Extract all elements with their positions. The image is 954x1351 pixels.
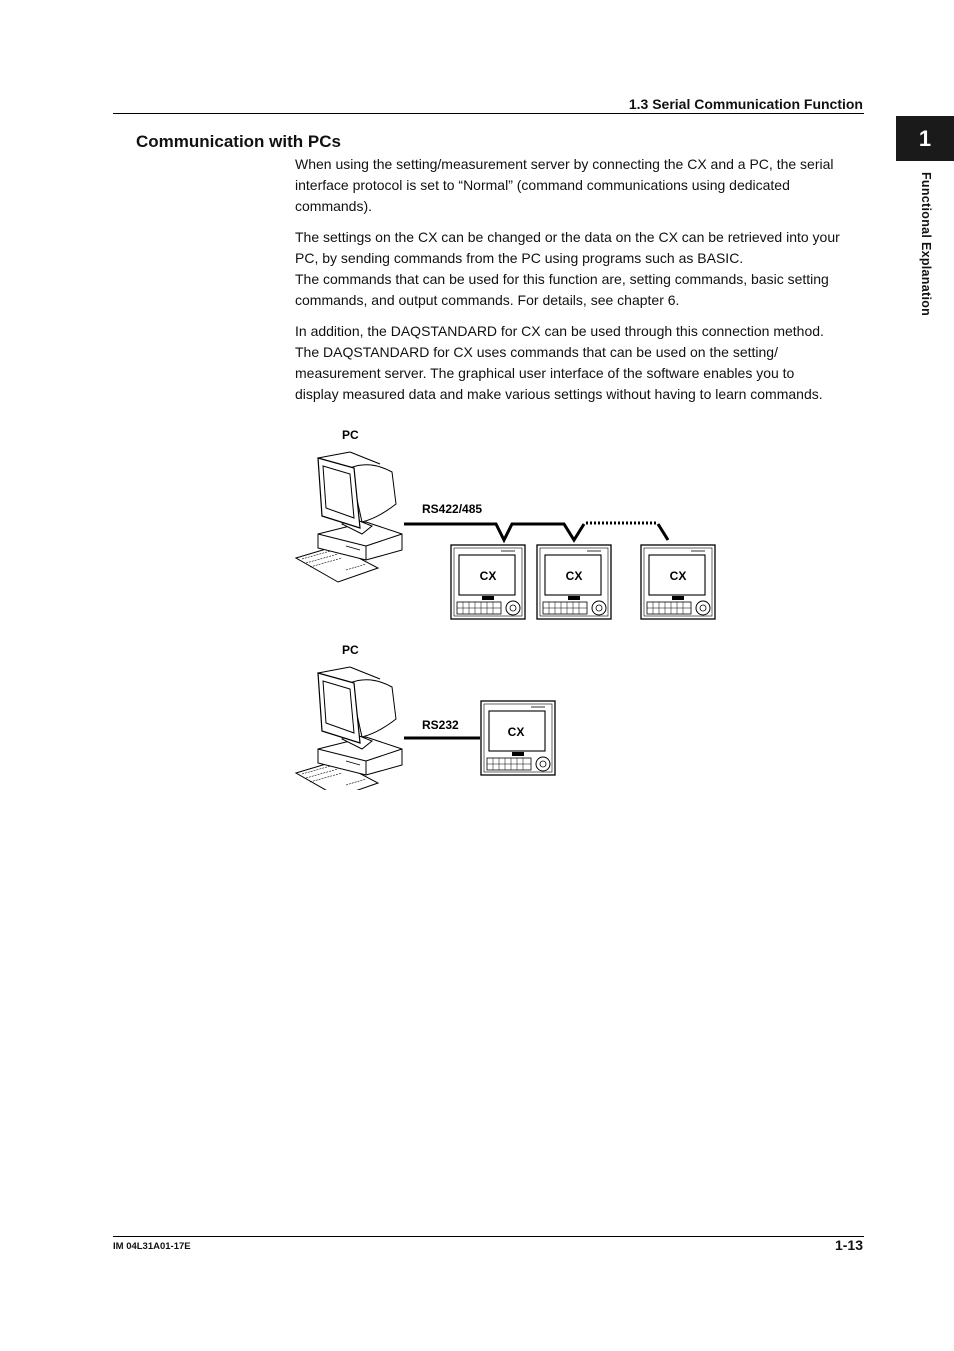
text-line: interface protocol is set to “Normal” (command communications using dedicated: [295, 177, 790, 193]
header-rule: [113, 113, 864, 114]
text-line: PC, by sending commands from the PC using programs such as BASIC.: [295, 250, 744, 266]
pc-illustration: [296, 667, 402, 790]
connection-diagram: [290, 420, 730, 790]
text-line: In addition, the DAQSTANDARD for CX can be used through this connection method.: [295, 323, 824, 339]
text-line: commands).: [295, 198, 373, 214]
text-line: commands, and output commands. For details, see chapter 6.: [295, 292, 680, 308]
cx-device: [481, 701, 555, 775]
chapter-number: 1: [918, 125, 932, 151]
body-text: [295, 154, 865, 415]
running-header-title: 1.3 Serial Communication Function: [628, 96, 863, 112]
footer-rule: [113, 1236, 864, 1237]
rs422-cable: [404, 524, 584, 540]
cx-label: CX: [565, 569, 583, 583]
pc-label: PC: [342, 428, 359, 442]
rs422-cable-end: [658, 524, 668, 540]
cx-device: [641, 545, 715, 619]
text-line: display measured data and make various settings without having to learn commands.: [295, 386, 823, 402]
paragraph: [295, 154, 865, 217]
paragraph: [295, 321, 865, 405]
pc-label: PC: [342, 643, 359, 657]
cx-device: [537, 545, 611, 619]
link-label: RS232: [422, 718, 459, 732]
cx-device: [451, 545, 525, 619]
text-line: measurement server. The graphical user interface of the software enables you to: [295, 365, 795, 381]
page-number: 1-13: [834, 1237, 863, 1253]
link-label: RS422/485: [422, 502, 483, 516]
text-line: The settings on the CX can be changed or the data on the CX can be retrieved into your: [295, 229, 840, 245]
cx-label: CX: [669, 569, 687, 583]
pc-illustration: [296, 452, 402, 582]
cx-label: CX: [507, 725, 525, 739]
section-heading: Communication with PCs: [136, 132, 341, 151]
paragraph: [295, 227, 865, 311]
chapter-tab: [896, 116, 954, 161]
text-line: When using the setting/measurement server by connecting the CX and a PC, the serial: [295, 156, 834, 172]
text-line: The DAQSTANDARD for CX uses commands that can be used on the setting/: [295, 344, 778, 360]
cx-label: CX: [479, 569, 497, 583]
document-id: IM 04L31A01-17E: [113, 1241, 191, 1252]
chapter-side-label: Functional Explanation: [919, 172, 933, 317]
text-line: The commands that can be used for this function are, setting commands, basic setting: [295, 271, 829, 287]
